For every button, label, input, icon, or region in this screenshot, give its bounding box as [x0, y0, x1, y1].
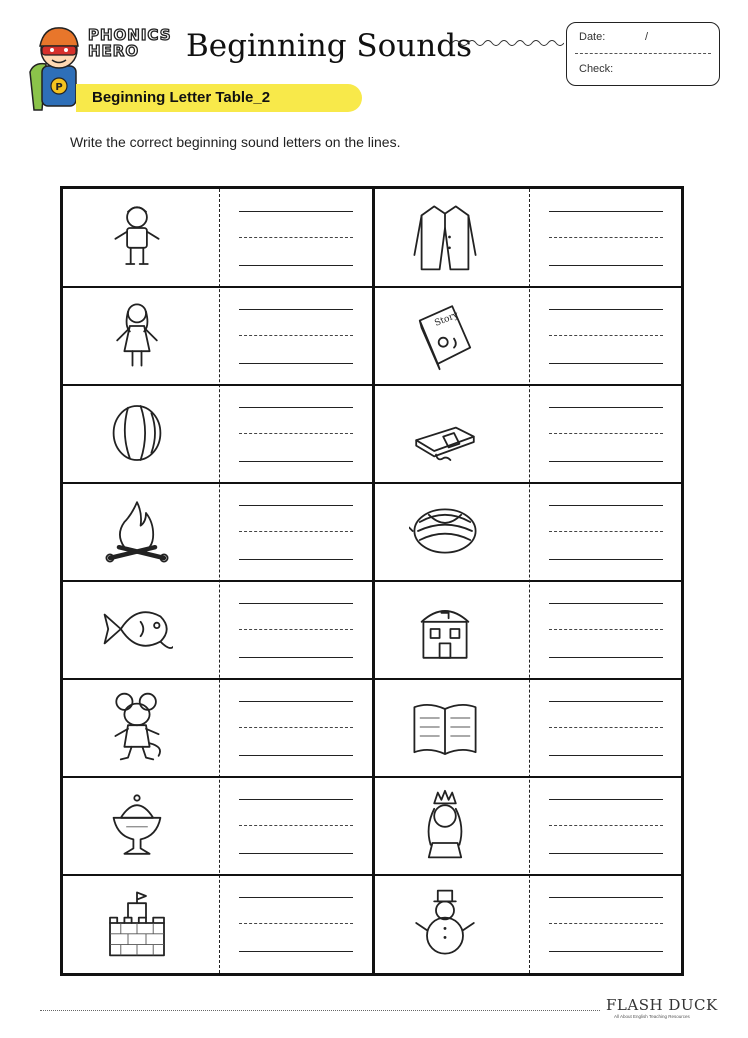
- sandcastle-icon: [101, 887, 173, 959]
- writing-line[interactable]: [239, 755, 353, 756]
- row-divider: [63, 678, 681, 680]
- page-title: Beginning Sounds: [186, 28, 472, 64]
- writing-line[interactable]: [239, 505, 353, 506]
- worksheet-subtitle: Beginning Letter Table_2: [92, 89, 271, 106]
- fish-icon: [101, 593, 173, 665]
- writing-line[interactable]: [549, 657, 663, 658]
- writing-line[interactable]: [549, 211, 663, 212]
- row-divider: [63, 580, 681, 582]
- cd-case-icon: [409, 397, 481, 469]
- brand-line2: HERO: [88, 42, 140, 60]
- house-icon: [409, 593, 481, 665]
- girl-icon: [101, 299, 173, 371]
- flashduck-logo: FLASH DUCK: [606, 996, 718, 1014]
- writing-guide-dashed[interactable]: [549, 335, 663, 336]
- writing-guide-dashed[interactable]: [239, 237, 353, 238]
- boy-icon: [101, 201, 173, 273]
- melon-icon: [409, 495, 481, 567]
- wavy-divider-icon: [452, 36, 564, 50]
- date-check-box: [566, 22, 720, 86]
- date-label: Date:: [579, 31, 606, 43]
- flashduck-tagline: All About English Teaching Resources: [614, 1014, 690, 1019]
- footer-dotted-line: [40, 1010, 600, 1011]
- writing-guide-dashed[interactable]: [239, 629, 353, 630]
- writing-guide-dashed[interactable]: [549, 923, 663, 924]
- writing-line[interactable]: [239, 603, 353, 604]
- fire-icon: [101, 495, 173, 567]
- mouse-icon: [101, 691, 173, 763]
- row-divider: [63, 286, 681, 288]
- queen-icon: [409, 789, 481, 861]
- writing-line[interactable]: [549, 853, 663, 854]
- writing-line[interactable]: [549, 407, 663, 408]
- writing-line[interactable]: [549, 461, 663, 462]
- writing-line[interactable]: [549, 265, 663, 266]
- writing-line[interactable]: [239, 265, 353, 266]
- writing-guide-dashed[interactable]: [239, 335, 353, 336]
- instruction-text: Write the correct beginning sound letters on the lines.: [70, 134, 401, 150]
- brand-line1: PHONICS: [88, 26, 172, 44]
- writing-guide-dashed[interactable]: [549, 531, 663, 532]
- writing-guide-dashed[interactable]: [549, 237, 663, 238]
- writing-line[interactable]: [549, 603, 663, 604]
- writing-line[interactable]: [549, 701, 663, 702]
- writing-guide-dashed[interactable]: [549, 629, 663, 630]
- writing-guide-dashed[interactable]: [549, 433, 663, 434]
- writing-line[interactable]: [239, 309, 353, 310]
- ball-icon: [101, 397, 173, 469]
- writing-line[interactable]: [239, 951, 353, 952]
- writing-guide-dashed[interactable]: [549, 825, 663, 826]
- sundae-icon: [101, 789, 173, 861]
- row-divider: [63, 874, 681, 876]
- writing-guide-dashed[interactable]: [239, 433, 353, 434]
- worksheet-table: [60, 186, 684, 976]
- date-divider: [575, 53, 711, 54]
- writing-line[interactable]: [549, 755, 663, 756]
- svg-text:P: P: [55, 82, 63, 93]
- writing-line[interactable]: [549, 505, 663, 506]
- writing-line[interactable]: [549, 309, 663, 310]
- row-divider: [63, 776, 681, 778]
- writing-line[interactable]: [239, 701, 353, 702]
- writing-line[interactable]: [549, 799, 663, 800]
- coat-icon: [409, 201, 481, 273]
- writing-line[interactable]: [549, 951, 663, 952]
- writing-guide-dashed[interactable]: [239, 531, 353, 532]
- writing-line[interactable]: [239, 799, 353, 800]
- check-label: Check:: [579, 63, 614, 75]
- writing-line[interactable]: [239, 461, 353, 462]
- open-book-icon: [409, 691, 481, 763]
- writing-guide-dashed[interactable]: [549, 727, 663, 728]
- writing-guide-dashed[interactable]: [239, 923, 353, 924]
- writing-line[interactable]: [239, 407, 353, 408]
- writing-line[interactable]: [239, 897, 353, 898]
- writing-line[interactable]: [239, 559, 353, 560]
- writing-line[interactable]: [549, 363, 663, 364]
- storybook-icon: [409, 299, 481, 371]
- svg-text:Story: Story: [433, 310, 460, 329]
- writing-line[interactable]: [239, 211, 353, 212]
- date-slash: /: [645, 31, 649, 43]
- writing-line[interactable]: [549, 559, 663, 560]
- writing-guide-dashed[interactable]: [239, 727, 353, 728]
- snowman-icon: [409, 887, 481, 959]
- row-divider: [63, 384, 681, 386]
- writing-line[interactable]: [549, 897, 663, 898]
- row-divider: [63, 482, 681, 484]
- writing-line[interactable]: [239, 853, 353, 854]
- writing-line[interactable]: [239, 657, 353, 658]
- writing-line[interactable]: [239, 363, 353, 364]
- writing-guide-dashed[interactable]: [239, 825, 353, 826]
